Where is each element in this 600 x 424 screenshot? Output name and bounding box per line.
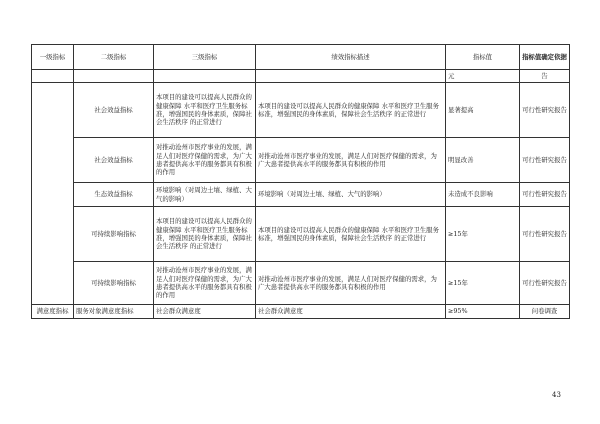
cell-description: 本项目的建设可以提高人民群众的健康保障 水平和医疗卫生服务标准，增强国民的身体素质，保障社会生活秩序 的正常进行 (256, 207, 446, 262)
cell-value: 明显改善 (446, 138, 520, 183)
cell-level2: 可持续影响指标 (74, 262, 154, 305)
cell-description (256, 70, 446, 83)
cell-level1 (32, 70, 74, 83)
cell-level1: 满意度指标 (32, 305, 74, 319)
header-level1: 一级指标 (32, 45, 74, 70)
table-row (32, 305, 570, 319)
cell-basis: 可行性研究报告 (520, 183, 570, 207)
performance-indicator-table (31, 44, 570, 319)
table-row (32, 138, 570, 183)
cell-level2: 社会效益指标 (74, 83, 154, 138)
cell-basis: 可行性研究报告 (520, 138, 570, 183)
cell-level3: 对推动沧州市医疗事业的发展，满足人们对医疗保健的需求，为广大患者提供高水平的服务都具有积极的作用 (154, 138, 256, 183)
table-row (32, 183, 570, 207)
cell-basis: 可行性研究报告 (520, 207, 570, 262)
cell-description: 对推动沧州市医疗事业的发展，满足人们对医疗保健的需求，为广大患者提供高水平的服务都具有积极的作用 (256, 138, 446, 183)
cell-basis: 告 (520, 70, 570, 83)
cell-description: 环境影响（对周边土壤、绿植、大气的影响） (256, 183, 446, 207)
table-row (32, 83, 570, 138)
cell-value: 元 (446, 70, 520, 83)
cell-level3: 社会群众满意度 (154, 305, 256, 319)
header-level2: 二级指标 (74, 45, 154, 70)
table-row (32, 207, 570, 262)
cell-level3 (154, 70, 256, 83)
cell-value: ≥15年 (446, 207, 520, 262)
cell-description: 对推动沧州市医疗事业的发展，满足人们对医疗保健的需求，为广大患者提供高水平的服务都具有积极的作用 (256, 262, 446, 305)
table-row (32, 262, 570, 305)
cell-level2: 可持续影响指标 (74, 207, 154, 262)
cell-level2: 服务对象满意度指标 (74, 305, 154, 319)
cell-level3: 本项目的建设可以提高人民群众的健康保障 水平和医疗卫生服务标准，增强国民的身体素质，保障社会生活秩序 的正常进行 (154, 83, 256, 138)
page-number: 43 (552, 391, 561, 399)
cell-value: ≥15年 (446, 262, 520, 305)
cell-value: 显著提高 (446, 83, 520, 138)
cell-level2: 生态效益指标 (74, 183, 154, 207)
cell-level1 (32, 83, 74, 305)
header-level3: 三级指标 (154, 45, 256, 70)
header-basis: 指标值确定依据 (520, 45, 570, 70)
cell-basis: 问卷调查 (520, 305, 570, 319)
table-row (32, 70, 570, 83)
header-value: 指标值 (446, 45, 520, 70)
cell-level2 (74, 70, 154, 83)
cell-level3: 环境影响（对周边土壤、绿植、大气的影响） (154, 183, 256, 207)
cell-description: 社会群众满意度 (256, 305, 446, 319)
header-description: 绩效指标描述 (256, 45, 446, 70)
cell-description: 本项目的建设可以提高人民群众的健康保障 水平和医疗卫生服务标准，增强国民的身体素质，保障社会生活秩序 的正常进行 (256, 83, 446, 138)
cell-basis: 可行性研究报告 (520, 262, 570, 305)
cell-level2: 社会效益指标 (74, 138, 154, 183)
cell-value: 未造成不良影响 (446, 183, 520, 207)
cell-level3: 对推动沧州市医疗事业的发展，满足人们对医疗保健的需求，为广大患者提供高水平的服务都具有积极的作用 (154, 262, 256, 305)
cell-basis: 可行性研究报告 (520, 83, 570, 138)
cell-level3: 本项目的建设可以提高人民群众的健康保障 水平和医疗卫生服务标准，增强国民的身体素质，保障社会生活秩序 的正常进行 (154, 207, 256, 262)
table-header-row (32, 45, 570, 70)
cell-value: ≥95% (446, 305, 520, 319)
